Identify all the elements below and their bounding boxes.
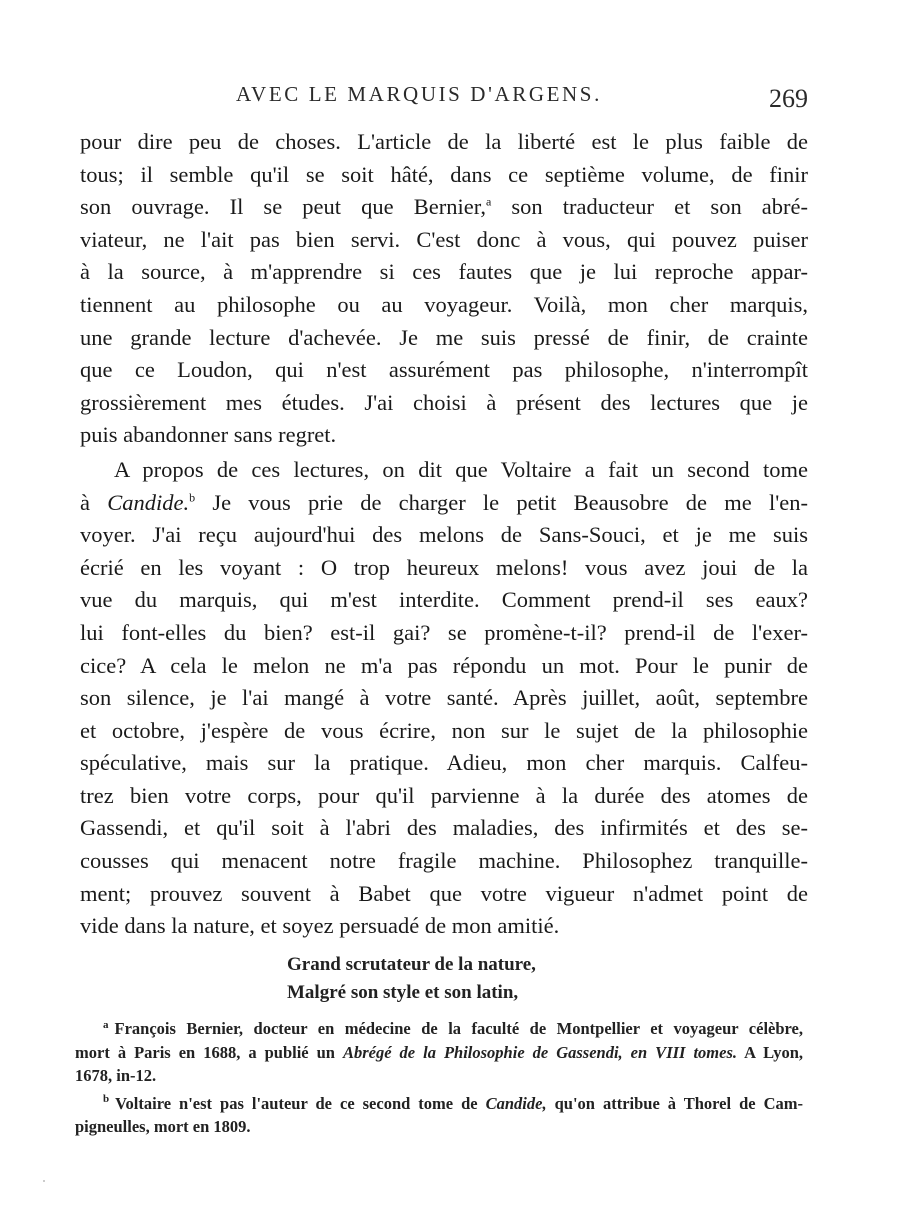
page-speck: [43, 1180, 45, 1182]
text-line: grossièrement mes études. J'ai choisi à présent des lectures que je: [80, 389, 808, 415]
page-number: 269: [769, 84, 808, 113]
book-title-abrege: Abrégé de la Philosophie de Gassendi, en VIII tomes.: [342, 1042, 737, 1062]
text-line: son silence, je l'ai mangé à votre santé. Après juillet, août, septembre: [80, 685, 808, 711]
text-line: que ce Loudon, qui n'est assurément pas philosophe, n'interrompît: [80, 357, 808, 383]
text-segment: Voltaire n'est pas l'auteur de ce second tome de: [115, 1093, 486, 1113]
text-line: une grande lecture d'achevée. Je me suis pressé de finir, de crainte: [80, 324, 808, 350]
footnote-line: pigneulles, mort en 1809.: [75, 1117, 251, 1136]
text-segment: Je vous prie de charger le petit Beausobre de me l'en-: [195, 489, 808, 515]
footnote-line: [75, 1041, 803, 1065]
text-segment: à: [80, 489, 108, 515]
text-segment: François Bernier, docteur en médecine de la faculté de Montpellier et voyageur célèbre,: [114, 1019, 803, 1038]
footnote-b: [75, 1092, 803, 1139]
book-title-candide: Candide,: [485, 1093, 547, 1113]
footnote-marker: b: [103, 1093, 110, 1105]
text-segment: mort à Paris en 1688, a publié un: [75, 1042, 343, 1062]
footnote-line: 1678, in-12.: [75, 1066, 157, 1085]
verse-line: Grand scrutateur de la nature,: [287, 954, 536, 975]
footnotes: [75, 1017, 803, 1139]
text-segment: A Lyon,: [737, 1042, 803, 1062]
paragraph-1: [80, 126, 808, 452]
text-line: pour dire peu de choses. L'article de la liberté est le plus faible de: [80, 129, 808, 154]
footnote-line: [75, 1092, 803, 1116]
book-title-candide: Candide.: [107, 489, 190, 515]
text-line: vue du marquis, qui m'est interdite. Comment prend-il ses eaux?: [80, 587, 808, 613]
text-line: [80, 191, 808, 224]
text-segment: son ouvrage. Il se peut que Bernier,: [80, 194, 486, 220]
text-line: tous; il semble qu'il se soit hâté, dans ce septième volume, de finir: [80, 161, 808, 187]
footnote-line: [75, 1017, 803, 1041]
running-title: AVEC LE MARQUIS D'ARGENS.: [236, 82, 602, 106]
footnote-ref-b: b: [189, 490, 196, 505]
text-line: A propos de ces lectures, on dit que Voltaire a fait un second tome: [114, 456, 808, 482]
text-line: viateur, ne l'ait pas bien servi. C'est donc à vous, qui pouvez puiser: [80, 226, 808, 252]
text-line: écrié en les voyant : O trop heureux melons! vous avez joui de la: [80, 554, 808, 580]
main-text: [80, 126, 808, 943]
text-segment: son traducteur et son abré-: [491, 194, 809, 220]
text-line: [80, 487, 808, 520]
footnote-ref-a: a: [485, 194, 492, 209]
text-line: Gassendi, et qu'il soit à l'abri des maladies, des infirmités et des se-: [80, 815, 808, 841]
text-line: puis abandonner sans regret.: [80, 422, 337, 448]
text-line: à la source, à m'apprendre si ces fautes que je lui reproche appar-: [80, 259, 808, 285]
text-line: lui font-elles du bien? est-il gai? se promène-t-il? prend-il de l'exer-: [80, 619, 808, 645]
text-segment: qu'on attribue à Thorel de Cam-: [546, 1093, 803, 1113]
text-line: trez bien votre corps, pour qu'il parvienne à la durée des atomes de: [80, 782, 808, 808]
text-line: vide dans la nature, et soyez persuadé de mon amitié.: [80, 913, 560, 939]
running-header: [0, 82, 900, 114]
verse-line: Malgré son style et son latin,: [287, 982, 519, 1003]
text-line: et octobre, j'espère de vous écrire, non sur le sujet de la philosophie: [80, 717, 808, 743]
text-line: ment; prouvez souvent à Babet que votre vigueur n'admet point de: [80, 880, 808, 906]
text-line: tiennent au philosophe ou au voyageur. Voilà, mon cher marquis,: [80, 291, 808, 317]
verse-quote: [287, 951, 536, 1007]
text-line: cice? A cela le melon ne m'a pas répondu un mot. Pour le punir de: [80, 652, 808, 678]
footnote-a: [75, 1017, 803, 1088]
footnote-marker: a: [103, 1018, 109, 1031]
paragraph-2: [80, 454, 808, 943]
text-line: cousses qui menacent notre fragile machine. Philosophez tranquille-: [80, 848, 808, 874]
text-line: spéculative, mais sur la pratique. Adieu, mon cher marquis. Calfeu-: [80, 750, 808, 776]
text-line: voyer. J'ai reçu aujourd'hui des melons de Sans-Souci, et je me suis: [80, 522, 808, 548]
